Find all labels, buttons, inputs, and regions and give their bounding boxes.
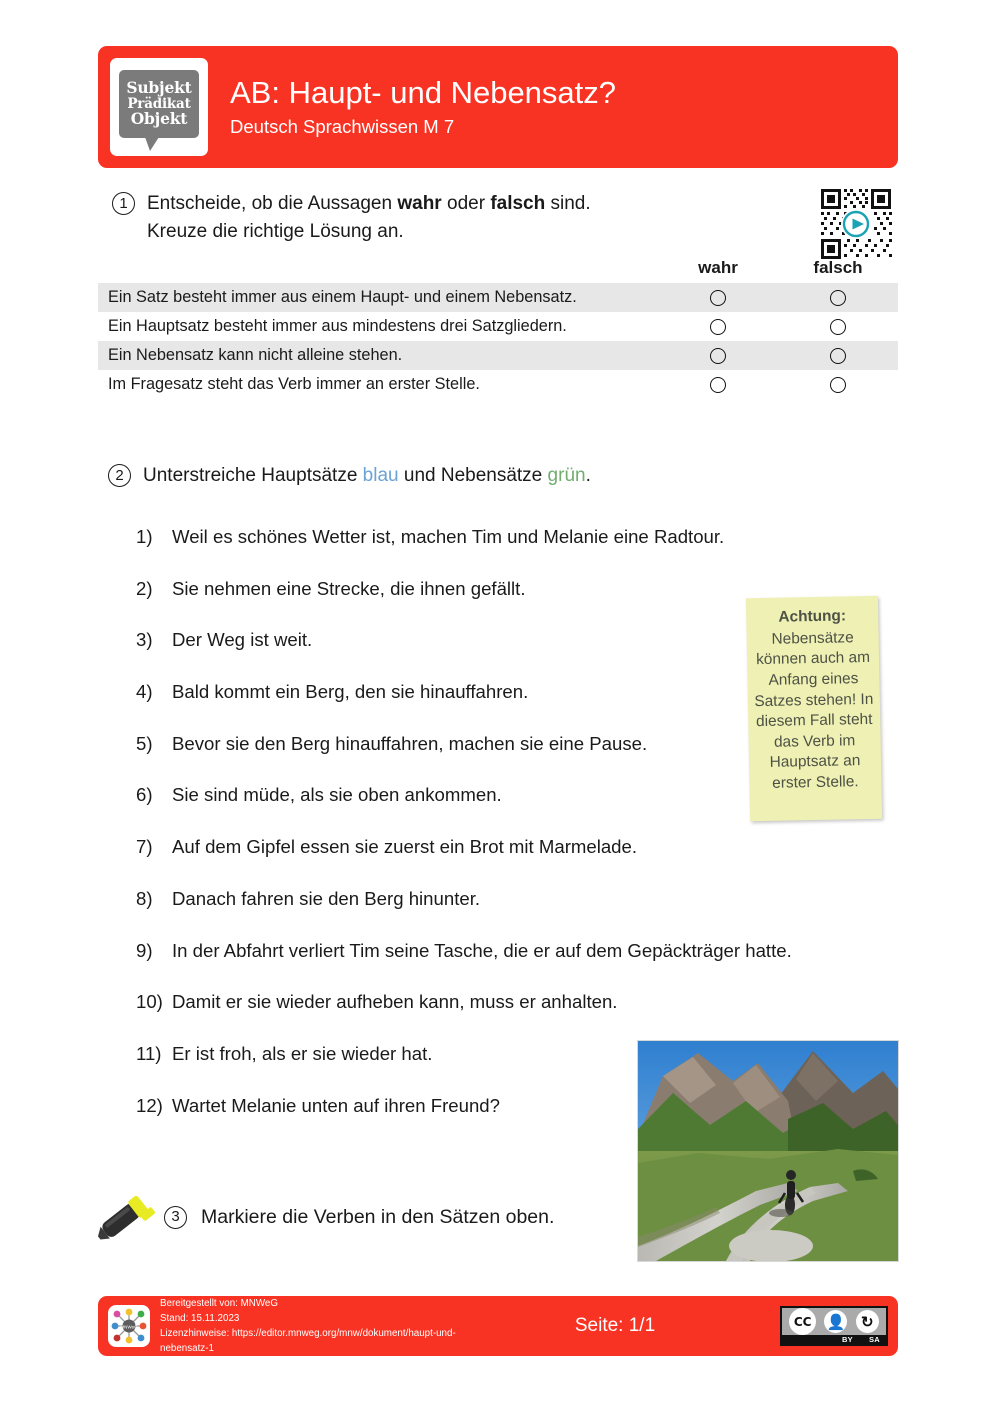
table-header-wahr: wahr <box>698 258 738 277</box>
radio-cell-falsch[interactable] <box>778 319 898 335</box>
logo-line-objekt: Objekt <box>130 109 188 129</box>
list-item <box>136 888 926 940</box>
page-footer <box>98 1296 898 1356</box>
table-header-statement <box>98 258 658 278</box>
table-row <box>98 370 898 399</box>
sentence-text: Auf dem Gipfel essen sie zuerst ein Brot mit Marmelade. <box>172 836 638 858</box>
sentence-number: 5) <box>136 732 153 754</box>
logo-line-praedikat: Prädikat <box>127 95 191 112</box>
radio-cell-wahr[interactable] <box>658 377 778 393</box>
sentence-number: 9) <box>136 939 153 961</box>
mnweg-network-logo-icon <box>108 1305 150 1347</box>
radio-cell-falsch[interactable] <box>778 348 898 364</box>
statement-text: Ein Nebensatz kann nicht alleine stehen. <box>108 346 403 364</box>
radio-cell-falsch[interactable] <box>778 290 898 306</box>
cc-sa-share-alike-icon: ↻ <box>856 1310 879 1333</box>
task-1-instruction <box>147 190 591 246</box>
sentence-text: Wartet Melanie unten auf ihren Freund? <box>172 1094 500 1116</box>
footer-provided-by: Bereitgestellt von: MNWeG <box>160 1297 278 1309</box>
radio-button-falsch[interactable] <box>830 348 846 364</box>
sentence-number: 6) <box>136 784 153 806</box>
sentence-number: 4) <box>136 681 153 703</box>
task-1-instruction-part-a: Entscheide, ob die Aussagen <box>147 193 398 214</box>
page-subtitle: Deutsch Sprachwissen M 7 <box>230 115 455 137</box>
footer-info-block <box>160 1296 490 1357</box>
task-1-number: 1 <box>112 192 135 215</box>
list-item <box>136 940 926 992</box>
task-3-number: 3 <box>164 1206 187 1229</box>
sentence-text: Bevor sie den Berg hinauffahren, machen sie eine Pause. <box>172 732 648 754</box>
sentence-number: 3) <box>136 629 153 651</box>
sentence-text: Sie sind müde, als sie oben ankommen. <box>172 784 502 806</box>
sentence-text: Danach fahren sie den Berg hinunter. <box>172 887 481 909</box>
svg-text:MNWeG: MNWeG <box>120 1324 138 1330</box>
task-1-block <box>112 190 812 246</box>
task-2-instruction-part-a: Unterstreiche Hauptsätze <box>143 465 363 486</box>
radio-cell-falsch[interactable] <box>778 377 898 393</box>
radio-button-falsch[interactable] <box>830 319 846 335</box>
true-false-table <box>98 258 898 399</box>
speech-bubble-icon <box>119 70 199 138</box>
sentence-text: In der Abfahrt verliert Tim seine Tasche, die er auf dem Gepäckträger hatte. <box>172 939 792 961</box>
page-title: AB: Haupt- und Nebensatz? <box>230 75 617 111</box>
sentence-text: Bald kommt ein Berg, den sie hinauffahren. <box>172 681 529 703</box>
word-gruen: grün <box>547 465 586 486</box>
table-row <box>98 283 898 312</box>
logo-line-subjekt: Subjekt <box>126 77 192 97</box>
table-row <box>98 341 898 370</box>
sentence-number: 10) <box>136 991 163 1013</box>
radio-button-falsch[interactable] <box>830 290 846 306</box>
radio-button-wahr[interactable] <box>710 348 726 364</box>
statement-text: Im Fragesatz steht das Verb immer an erster Stelle. <box>108 375 480 393</box>
mountain-bike-photo <box>637 1040 899 1262</box>
page-indicator: Seite: 1/1 <box>574 1315 656 1336</box>
sentence-number: 12) <box>136 1094 163 1116</box>
hint-body: Nebensätze können auch am Anfang eines Satzes stehen! In diesem Fall steht das Verb im Hauptsatz an erster Stelle. <box>754 628 874 792</box>
list-item <box>136 836 926 888</box>
sentence-text: Er ist froh, als er sie wieder hat. <box>172 1042 433 1064</box>
sentence-text: Damit er sie wieder aufheben kann, muss er anhalten. <box>172 991 618 1013</box>
task-2-number: 2 <box>108 464 131 487</box>
task-1-instruction-line-2: Kreuze die richtige Lösung an. <box>147 221 404 243</box>
sentence-number: 11) <box>136 1042 162 1064</box>
task-2-block <box>108 462 828 490</box>
footer-date: Stand: 15.11.2023 <box>160 1312 240 1324</box>
creative-commons-badge <box>780 1306 888 1346</box>
statement-text: Ein Hauptsatz besteht immer aus mindestens drei Satzgliedern. <box>108 317 567 335</box>
radio-button-wahr[interactable] <box>710 319 726 335</box>
radio-cell-wahr[interactable] <box>658 348 778 364</box>
statement-text: Ein Satz besteht immer aus einem Haupt- und einem Nebensatz. <box>108 288 577 306</box>
list-item <box>136 991 926 1043</box>
cc-icon: CC <box>789 1308 816 1335</box>
word-blau: blau <box>362 465 399 486</box>
cc-by-person-icon: 👤 <box>824 1310 847 1333</box>
sentence-number: 2) <box>136 577 153 599</box>
task-1-instruction-part-c: sind. <box>545 193 591 214</box>
keyword-wahr: wahr <box>397 193 442 214</box>
sentence-text: Der Weg ist weit. <box>172 629 313 651</box>
sentence-number: 8) <box>136 887 153 909</box>
task-2-instruction-part-b: und Nebensätze <box>398 465 548 486</box>
hint-sticky-note <box>746 596 882 821</box>
footer-license-link[interactable]: Lizenzhinweise: https://editor.mnweg.org/mnw/dokument/haupt-und-nebensatz-1 <box>160 1328 456 1355</box>
highlighter-pen-icon <box>90 1186 162 1248</box>
radio-cell-wahr[interactable] <box>658 290 778 306</box>
table-row <box>98 312 898 341</box>
radio-button-falsch[interactable] <box>830 377 846 393</box>
radio-button-wahr[interactable] <box>710 377 726 393</box>
task-2-instruction-part-c: . <box>585 465 591 486</box>
task-3-block <box>90 1186 554 1248</box>
sentence-text: Weil es schönes Wetter ist, machen Tim und Melanie eine Radtour. <box>172 526 725 547</box>
task-3-instruction: Markiere die Verben in den Sätzen oben. <box>201 1205 555 1228</box>
table-header-row <box>98 258 898 283</box>
table-header-falsch: falsch <box>813 258 863 277</box>
brand-logo <box>110 58 208 156</box>
sentence-text: Sie nehmen eine Strecke, die ihnen gefällt. <box>172 577 526 599</box>
cc-icon-row <box>782 1308 886 1335</box>
page-header <box>98 46 898 168</box>
task-1-instruction-part-b: oder <box>441 193 491 214</box>
hint-title: Achtung: <box>778 607 847 626</box>
sentence-number: 7) <box>136 836 153 858</box>
header-text-block <box>230 76 616 138</box>
cc-label-row <box>782 1335 886 1344</box>
qr-code-with-play-icon[interactable] <box>818 186 894 262</box>
radio-cell-wahr[interactable] <box>658 319 778 335</box>
list-item <box>136 526 926 578</box>
task-2-instruction <box>143 462 591 490</box>
cc-sa-label: SA <box>868 1335 880 1344</box>
radio-button-wahr[interactable] <box>710 290 726 306</box>
cc-by-label: BY <box>841 1335 853 1344</box>
keyword-falsch: falsch <box>490 193 546 214</box>
sentence-number: 1) <box>136 526 153 547</box>
